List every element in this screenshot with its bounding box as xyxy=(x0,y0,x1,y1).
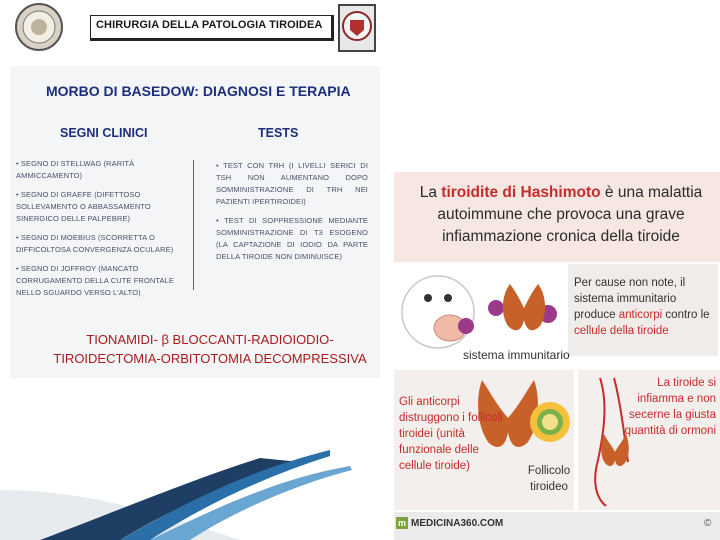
follicle-label: Follicolo tiroideo xyxy=(527,465,571,493)
list-item: • TEST CON TRH (I LIVELLI SERICI DI TSH NON AUMENTANO DOPO SOMMINISTRAZIONE DI TRH NEI PAZIENTI IPERTIROIDEI) xyxy=(216,161,368,206)
list-item: • SEGNO DI MOEBIUS (SCORRETTA O DIFFICOLTOSA CONVERGENZA OCULARE) xyxy=(16,233,174,254)
inflammation-text: La tiroide si infiamma e non secerne la giusta quantità di ormoni xyxy=(624,377,716,437)
slide-panel xyxy=(10,0,380,378)
list-item: • SEGNO DI STELLWAG (RARITÀ AMMICCAMENTO) xyxy=(16,159,135,180)
signs-heading: SEGNI CLINICI xyxy=(60,126,148,140)
therapy-text xyxy=(50,330,370,368)
tests-list xyxy=(216,160,368,270)
immune-system-text: Per cause non note, il sistema immunitario produce anticorpi contro le cellule della tiroide xyxy=(574,277,710,337)
hashimoto-infographic xyxy=(394,172,720,540)
list-item: • SEGNO DI JOFFROY (MANCATO CORRUGAMENTO DELLA CUTE FRONTALE NELLO SGUARDO VERSO L'ALTO) xyxy=(16,264,174,297)
decorative-swoosh-icon xyxy=(0,370,400,540)
signs-list xyxy=(16,158,190,306)
list-item: • TEST DI SOPPRESSIONE MEDIANTE SOMMINISTRAZIONE DI T3 ESOGENO (LA CAPTAZIONE DI IODIO DA PARTE DELLA TIROIDE NON DIMINUISCE) xyxy=(216,216,368,261)
column-divider xyxy=(193,160,194,290)
therapy-line-1: TIONAMIDI- β BLOCCANTI-RADIOIODIO- xyxy=(86,332,334,347)
slide-title: MORBO DI BASEDOW: DIAGNOSI E TERAPIA xyxy=(46,83,351,99)
therapy-line-2: TIROIDECTOMIA-ORBITOTOMIA DECOMPRESSIVA xyxy=(53,351,367,366)
follicles-text: Gli anticorpi distruggono i follicoli tiroidei (unità funzionale delle cellule tiroide) xyxy=(399,396,503,472)
university-seal-left-icon xyxy=(14,2,66,54)
brand-logo-icon: m xyxy=(397,518,406,528)
copyright-mark: © xyxy=(704,518,712,529)
coat-of-arms-icon xyxy=(338,4,376,52)
tests-heading: TESTS xyxy=(258,126,299,140)
header-title: CHIRURGIA DELLA PATOLOGIA TIROIDEA xyxy=(96,19,323,31)
brand-name: MEDICINA360.COM xyxy=(411,518,504,529)
immune-system-label: sistema immunitario xyxy=(463,348,570,362)
list-item: • SEGNO DI GRAEFE (DIFETTOSO SOLLEVAMENTO O ABBASSAMENTO SINERGICO DELLE PALPEBRE) xyxy=(16,190,151,223)
infographic-title: La tiroidite di Hashimoto è una malattia autoimmune che provoca una grave infiammazione cronica della tiroide xyxy=(419,184,703,245)
